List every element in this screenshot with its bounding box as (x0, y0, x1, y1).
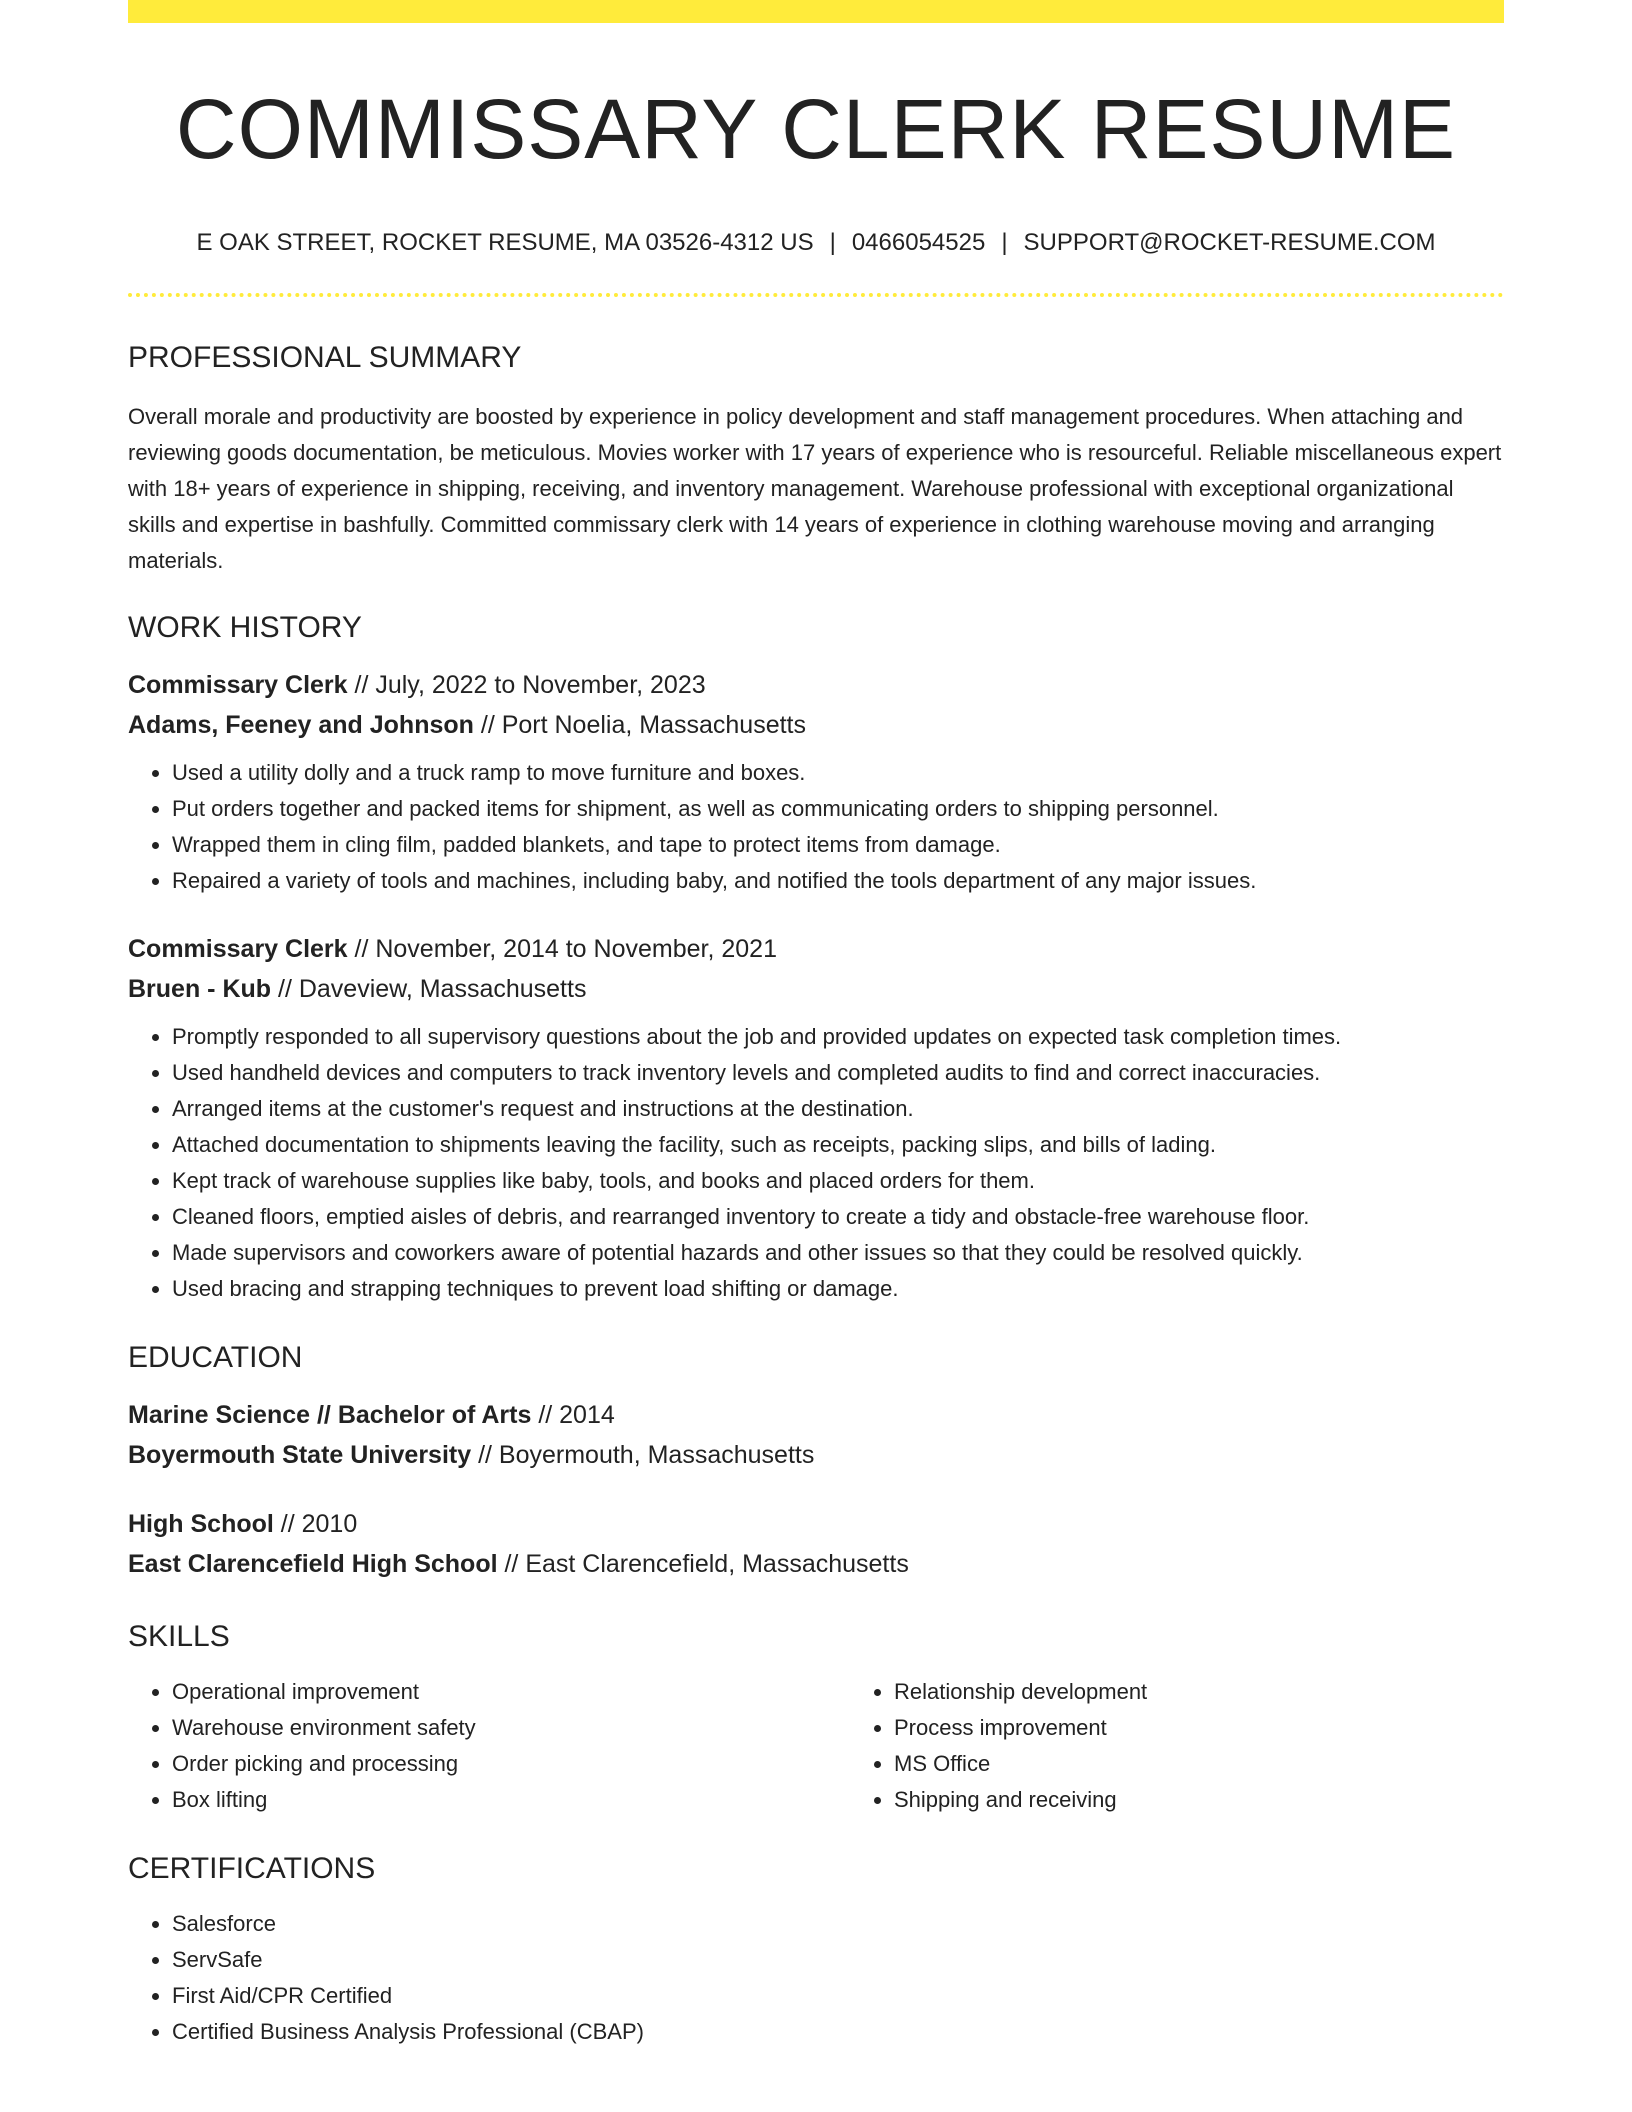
job-bullet: • Used bracing and strapping techniques to prevent load shifting or damage. (172, 1271, 1504, 1307)
job-bullet: • Arranged items at the customer's request and instructions at the destination. (172, 1091, 1504, 1127)
resume-title: COMMISSARY CLERK RESUME (175, 82, 1457, 176)
summary-heading: PROFESSIONAL SUMMARY (128, 341, 522, 374)
job-bullet: • Promptly responded to all supervisory questions about the job and provided updates on expected task completion times. (172, 1019, 1504, 1055)
job-bullet: • Used handheld devices and computers to track inventory levels and completed audits to find and correct inaccuracies. (172, 1055, 1504, 1091)
school-location: // East Clarencefield, Massachusetts (497, 1550, 909, 1578)
job-company-line (128, 705, 1504, 745)
job-bullet: • Kept track of warehouse supplies like baby, tools, and books and placed orders for them. (172, 1163, 1504, 1199)
skill-item: • Process improvement (894, 1710, 1572, 1746)
degree: Marine Science // Bachelor of Arts (128, 1401, 532, 1429)
skill-item: • Shipping and receiving (894, 1782, 1572, 1818)
skills-left-list (128, 1674, 850, 1818)
skills-heading: SKILLS (128, 1620, 230, 1653)
job-bullet: • Used a utility dolly and a truck ramp to move furniture and boxes. (172, 755, 1504, 791)
job-company-line (128, 969, 1504, 1009)
job-dates: // July, 2022 to November, 2023 (347, 671, 706, 699)
job-dates: // November, 2014 to November, 2021 (347, 935, 777, 963)
certification-item: • Certified Business Analysis Professional (CBAP) (172, 2014, 1504, 2050)
job-bullet: • Wrapped them in cling film, padded blankets, and tape to protect items from damage. (172, 827, 1504, 863)
degree-year: // 2010 (273, 1510, 358, 1538)
job-location: // Daveview, Massachusetts (271, 975, 587, 1003)
skill-item: • MS Office (894, 1746, 1572, 1782)
skill-item: • Box lifting (172, 1782, 850, 1818)
job-bullet: • Put orders together and packed items for shipment, as well as communicating orders to shipping personnel. (172, 791, 1504, 827)
contact-line (128, 231, 1504, 255)
certification-item: • Salesforce (172, 1906, 1504, 1942)
school: East Clarencefield High School (128, 1550, 498, 1578)
contact-separator: | (829, 229, 836, 256)
job-title-line (128, 929, 1504, 969)
contact-separator: | (1001, 229, 1008, 256)
school-line (128, 1435, 1504, 1475)
header-divider (128, 293, 1504, 297)
degree-line (128, 1395, 1504, 1435)
job-title: Commissary Clerk (128, 935, 348, 963)
skills-columns (128, 1674, 1504, 1818)
skills-right-list (850, 1674, 1572, 1818)
job-bullet: • Made supervisors and coworkers aware of potential hazards and other issues so that they could be resolved quickly. (172, 1235, 1504, 1271)
contact-phone: 0466054525 (851, 229, 986, 256)
school: Boyermouth State University (128, 1441, 472, 1469)
skill-item: • Order picking and processing (172, 1746, 850, 1782)
certifications-heading: CERTIFICATIONS (128, 1852, 376, 1885)
certification-item: • ServSafe (172, 1942, 1504, 1978)
job-entry (128, 929, 1504, 1307)
skill-item: • Relationship development (894, 1674, 1572, 1710)
degree: High School (128, 1510, 274, 1538)
job-company: Adams, Feeney and Johnson (128, 711, 474, 739)
school-location: // Boyermouth, Massachusetts (471, 1441, 815, 1469)
job-bullet: • Attached documentation to shipments leaving the facility, such as receipts, packing slips, and bills of lading. (172, 1127, 1504, 1163)
job-company: Bruen - Kub (128, 975, 272, 1003)
resume-page (128, 0, 1504, 2050)
job-title: Commissary Clerk (128, 671, 348, 699)
job-title-line (128, 665, 1504, 705)
job-bullet: • Cleaned floors, emptied aisles of debris, and rearranged inventory to create a tidy and obstacle-free warehouse floor. (172, 1199, 1504, 1235)
education-heading: EDUCATION (128, 1341, 303, 1374)
skill-item: • Warehouse environment safety (172, 1710, 850, 1746)
top-accent-bar (128, 0, 1504, 23)
education-entry (128, 1504, 1504, 1584)
contact-address: E OAK STREET, ROCKET RESUME, MA 03526-4312 US (196, 229, 814, 256)
job-bullet: • Repaired a variety of tools and machines, including baby, and notified the tools department of any major issues. (172, 863, 1504, 899)
certifications-list (128, 1906, 1504, 2050)
job-bullets (128, 755, 1504, 899)
job-bullets (128, 1019, 1504, 1307)
contact-email: SUPPORT@ROCKET-RESUME.COM (1023, 229, 1436, 256)
education-entry (128, 1395, 1504, 1475)
summary-text: Overall morale and productivity are boosted by experience in policy development and staff management procedures. When attaching and reviewing goods documentation, be meticulous. Movies worker with 17 years of experience who is resourceful. Reliable miscellaneous expert with 18+ years of experience in shipping, receiving, and inventory management. Warehouse professional with exceptional organizational skills and expertise in bashfully. Committed commissary clerk with 14 years of experience in clothing warehouse moving and arranging materials. (128, 404, 1502, 573)
certification-item: • First Aid/CPR Certified (172, 1978, 1504, 2014)
job-entry (128, 665, 1504, 899)
skill-item: • Operational improvement (172, 1674, 850, 1710)
degree-line (128, 1504, 1504, 1544)
degree-year: // 2014 (531, 1401, 615, 1429)
school-line (128, 1544, 1504, 1584)
work-history-heading: WORK HISTORY (128, 611, 362, 644)
job-location: // Port Noelia, Massachusetts (473, 711, 807, 739)
